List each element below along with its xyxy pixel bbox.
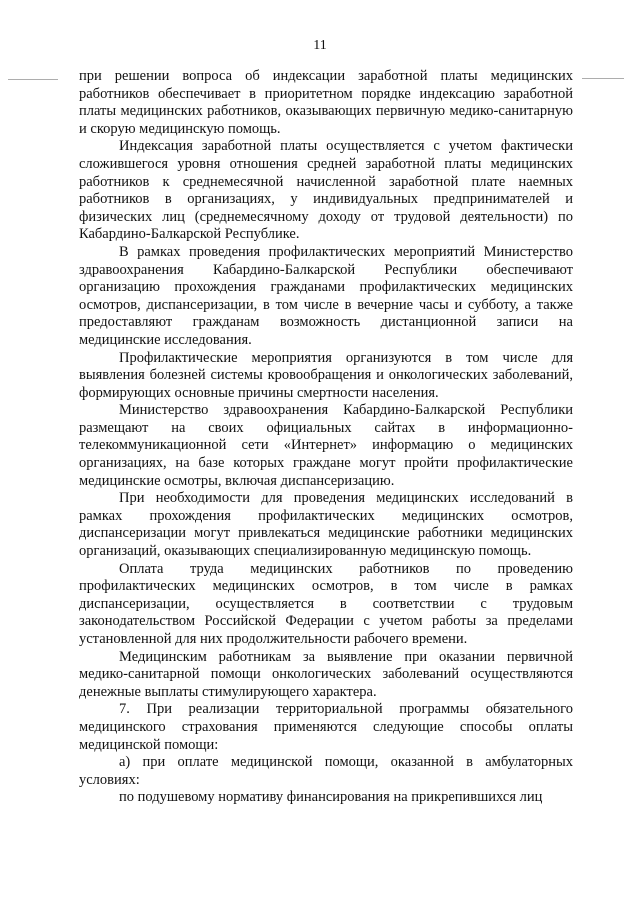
paragraph: При необходимости для проведения медицинских исследований в рамках прохождения профилактических медицинских осмотров, диспансеризации могут привлекаться медицинские работники медицинских организаций, оказывающих специализированную медицинскую помощь. bbox=[79, 490, 573, 560]
paragraph: 7. При реализации территориальной программы обязательного медицинского страхования применяются следующие способы оплаты медицинской помощи: bbox=[79, 701, 573, 753]
scan-artifact-right bbox=[582, 78, 624, 79]
paragraph: Медицинским работникам за выявление при оказании первичной медико-санитарной помощи онкологических заболеваний осуществляются денежные выплаты стимулирующего характера. bbox=[79, 648, 573, 700]
scan-artifact-left bbox=[8, 79, 58, 80]
paragraph: по подушевому нормативу финансирования на прикрепившихся лиц bbox=[119, 789, 543, 806]
paragraph: Министерство здравоохранения Кабардино-Балкарской Республики размещают на своих официальных сайтах в информационно-телекоммуникационной сети «Интернет» информацию о медицинских организациях, на базе которых граждане могут пройти профилактические медицинские осмотры, включая диспансеризацию. bbox=[79, 402, 573, 489]
paragraph: Оплата труда медицинских работников по проведению профилактических медицинских осмотров, в том числе в рамках диспансеризации, осуществляется в соответствии с трудовым законодательством Российской Федерации с учетом работы за пределами установленной для них продолжительности рабочего времени. bbox=[79, 560, 573, 647]
paragraph: а) при оплате медицинской помощи, оказанной в амбулаторных условиях: bbox=[79, 754, 573, 788]
paragraph: Индексация заработной платы осуществляется с учетом фактически сложившегося уровня отношения средней заработной платы медицинских работников к среднемесячной начисленной заработной плате наемных работников в организациях, у индивидуальных предпринимателей и физических лиц (среднемесячному доходу от трудовой деятельности) по Кабардино-Балкарской Республике. bbox=[79, 138, 573, 243]
paragraph: при решении вопроса об индексации заработной платы медицинских работников обеспечивает в приоритетном порядке индексацию заработной платы медицинских работников, оказывающих первичную медико-санитарную и скорую медицинскую помощь. bbox=[79, 68, 573, 137]
page-number: 11 bbox=[313, 38, 327, 53]
paragraph: Профилактические мероприятия организуются в том числе для выявления болезней системы кровообращения и онкологических заболеваний, формирующих основные причины смертности населения. bbox=[79, 349, 573, 401]
body-text bbox=[79, 68, 573, 807]
paragraph: В рамках проведения профилактических мероприятий Министерство здравоохранения Кабардино-Балкарской Республики обеспечивают организацию прохождения гражданами профилактических медицинских осмотров, диспансеризации, в том числе в вечерние часы и субботу, а также предоставляют гражданам возможность дистанционной записи на медицинские исследования. bbox=[79, 243, 573, 348]
